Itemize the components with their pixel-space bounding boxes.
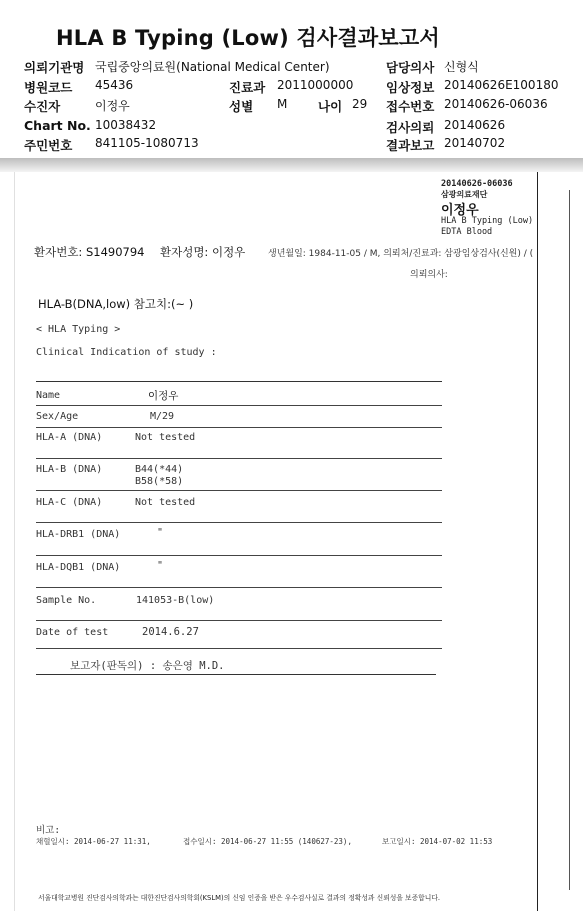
patient-details: 생년월일: 1984-11-05 / M, 의뢰처/진료과: 삼광임상검사(신원) / ( (268, 249, 534, 259)
row-rule (36, 555, 442, 556)
sticker-receipt: 20140626-06036 (441, 179, 513, 189)
header-divider (0, 158, 583, 172)
row-value: Not tested (135, 497, 196, 508)
hospital-code-label: 병원코드 (24, 80, 73, 95)
row-value: B44(*44) (135, 464, 184, 475)
row-label: Date of test (36, 627, 109, 638)
sticker-name: 이정우 (441, 203, 479, 218)
row-value-2: B58(*58) (135, 476, 184, 487)
result-report-label: 결과보고 (386, 138, 435, 153)
row-label: Sample No. (36, 595, 97, 606)
row-rule (36, 405, 442, 406)
accreditation-footer: 서울대학교병원 진단검사의학과는 대한진단검사의학회(KSLM)의 신임 인증을 받은 우수검사실로 결과의 정확성과 신뢰성을 보증합니다. (38, 894, 441, 902)
sex-value: M (277, 97, 288, 111)
remark-label: 비고: (36, 825, 61, 836)
chart-no-value: 10038432 (95, 118, 157, 132)
test-heading: HLA-B(DNA,low) 참고치:(~ ) (38, 297, 194, 311)
row-label: HLA-A (DNA) (36, 432, 103, 443)
age-value: 29 (352, 97, 368, 111)
hospital-code-value: 45436 (95, 78, 134, 92)
row-rule (36, 458, 442, 459)
row-rule (36, 522, 442, 523)
referring-doctor: 의뢰의사: (410, 270, 448, 280)
row-label: HLA-DQB1 (DNA) (36, 562, 121, 573)
collected-time: 채혈일시: 2014-06-27 11:31, (36, 837, 151, 846)
sticker-specimen: EDTA Blood (441, 227, 493, 237)
report-title: HLA B Typing (Low) 검사결과보고서 (56, 26, 440, 50)
department-label: 진료과 (229, 80, 266, 95)
clinical-info-value: 20140626E100180 (444, 78, 559, 92)
sticker-test: HLA B Typing (Low) (441, 216, 534, 226)
scan-edge-line-2 (569, 190, 570, 890)
reporter-line: 보고자(판독의) : 송은영 M.D. (70, 660, 225, 672)
row-value: M/29 (150, 411, 175, 422)
chart-no-label: Chart No. (24, 118, 91, 133)
row-label: HLA-C (DNA) (36, 497, 103, 508)
institution-label: 의뢰기관명 (24, 60, 85, 75)
resident-no-value: 841105-1080713 (95, 136, 199, 150)
row-value: " (157, 560, 164, 571)
row-label: HLA-DRB1 (DNA) (36, 529, 121, 540)
row-label: Sex/Age (36, 411, 79, 422)
clinical-info-label: 임상정보 (386, 80, 435, 95)
row-rule (36, 587, 442, 588)
row-rule (36, 490, 442, 491)
row-label: Name (36, 390, 61, 401)
test-request-value: 20140626 (444, 118, 506, 132)
row-rule (36, 427, 442, 428)
row-value: 2014.6.27 (142, 626, 199, 638)
section-heading: < HLA Typing > (36, 324, 121, 335)
department-value: 2011000000 (277, 78, 354, 92)
table-top-rule (36, 381, 442, 382)
specimen-sticker (433, 175, 539, 239)
result-report-value: 20140702 (444, 136, 506, 150)
age-label: 나이 (318, 99, 343, 114)
sex-label: 성별 (229, 99, 254, 114)
test-request-label: 검사의뢰 (386, 120, 435, 135)
received-time: 접수일시: 2014-06-27 11:55 (140627-23), (183, 837, 352, 846)
physician-value: 신형식 (444, 60, 479, 74)
institution-value: 국립중앙의료원(National Medical Center) (95, 60, 330, 74)
receipt-no-value: 20140626-06036 (444, 97, 548, 111)
row-value: " (157, 527, 164, 538)
patient-label: 수진자 (24, 99, 61, 114)
sticker-lab: 삼광의료재단 (441, 190, 488, 199)
patient-value: 이정우 (95, 99, 130, 113)
physician-label: 담당의사 (386, 60, 435, 75)
reporter-rule (36, 674, 436, 675)
patient-number: 환자번호: S1490794 (34, 245, 145, 259)
scanned-report-page (14, 172, 580, 911)
patient-name: 환자성명: 이정우 (160, 245, 246, 259)
receipt-no-label: 접수번호 (386, 99, 435, 114)
scan-edge-line (537, 172, 538, 911)
row-rule (36, 648, 442, 649)
row-value: 141053-B(low) (136, 595, 215, 606)
row-label: HLA-B (DNA) (36, 464, 103, 475)
row-value: 이정우 (148, 390, 179, 402)
reported-time: 보고일시: 2014-07-02 11:53 (382, 837, 493, 846)
resident-no-label: 주민번호 (24, 138, 73, 153)
clinical-indication: Clinical Indication of study : (36, 347, 217, 358)
row-value: Not tested (135, 432, 196, 443)
row-rule (36, 620, 442, 621)
